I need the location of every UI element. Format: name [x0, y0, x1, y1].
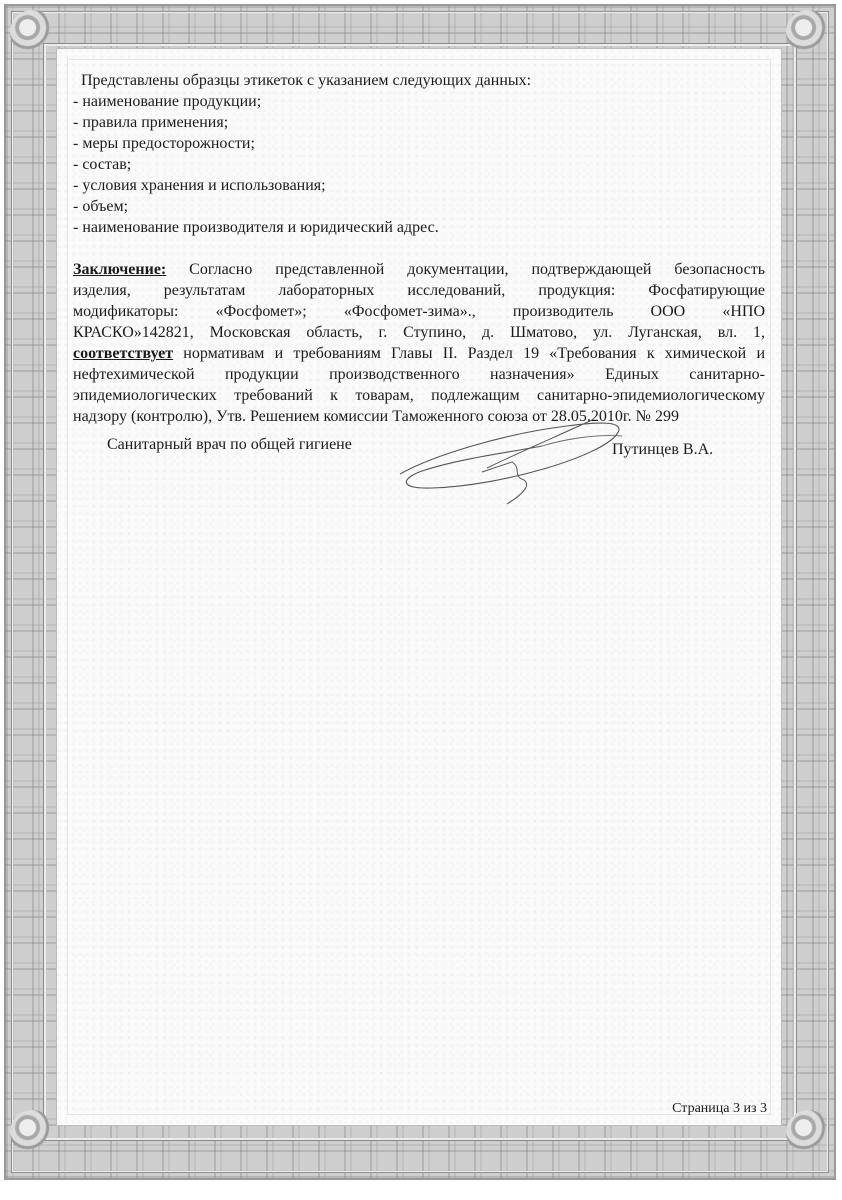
signatory-name: Путинцев В.А.	[612, 441, 714, 458]
conclusion-line: изделия, результатам лабораторных исследований, продукция: Фосфатирующие	[73, 282, 765, 299]
conclusion-line: нефтехимической продукции производственного назначения» Единых санитарно-	[73, 366, 765, 383]
list-item: - объем;	[73, 198, 129, 215]
list-item: - условия хранения и использования;	[73, 177, 326, 194]
corner-ornament-icon	[10, 10, 54, 54]
conclusion-line: эпидемиологических требований к товарам, подлежащим санитарно-эпидемиологическому	[73, 387, 765, 404]
list-item: - наименование продукции;	[73, 93, 262, 110]
conclusion-text: нормативам и требованиям Главы II. Раздел 19 «Требования к химической и	[173, 345, 765, 362]
intro-text: Представлены образцы этикеток с указанием следующих данных:	[81, 72, 532, 89]
corner-ornament-icon	[786, 10, 830, 54]
list-item: - правила применения;	[73, 114, 229, 131]
document-body	[73, 70, 765, 427]
conclusion-line: модификаторы: «Фосфомет»; «Фосфомет-зима»., производитель ООО «НПО	[73, 303, 765, 320]
page-number: Страница 3 из 3	[672, 1101, 767, 1116]
list-item: - меры предосторожности;	[73, 135, 255, 152]
corner-ornament-icon	[786, 1110, 830, 1154]
signature-icon	[392, 416, 632, 506]
conclusion-line: надзору (контролю), Утв. Решением комиссии Таможенного союза от 28.05.2010г. № 299	[73, 408, 679, 425]
conclusion-text: Согласно представленной документации, подтверждающей безопасность	[166, 261, 765, 278]
list-item: - наименование производителя и юридический адрес.	[73, 219, 439, 236]
conclusion-line	[73, 259, 765, 280]
conclusion-line: КРАСКО»142821, Московская область, г. Ступино, д. Шматово, ул. Луганская, вл. 1,	[73, 324, 765, 341]
corner-ornament-icon	[10, 1110, 54, 1154]
list-item: - состав;	[73, 156, 132, 173]
conclusion-line	[73, 343, 765, 364]
conclusion-paragraph	[73, 259, 765, 427]
label-data-list	[73, 91, 765, 238]
signatory-role: Санитарный врач по общей гигиене	[107, 436, 352, 453]
verdict-text: соответствует	[73, 345, 174, 362]
signature-block	[107, 436, 727, 496]
conclusion-label: Заключение:	[73, 261, 167, 278]
